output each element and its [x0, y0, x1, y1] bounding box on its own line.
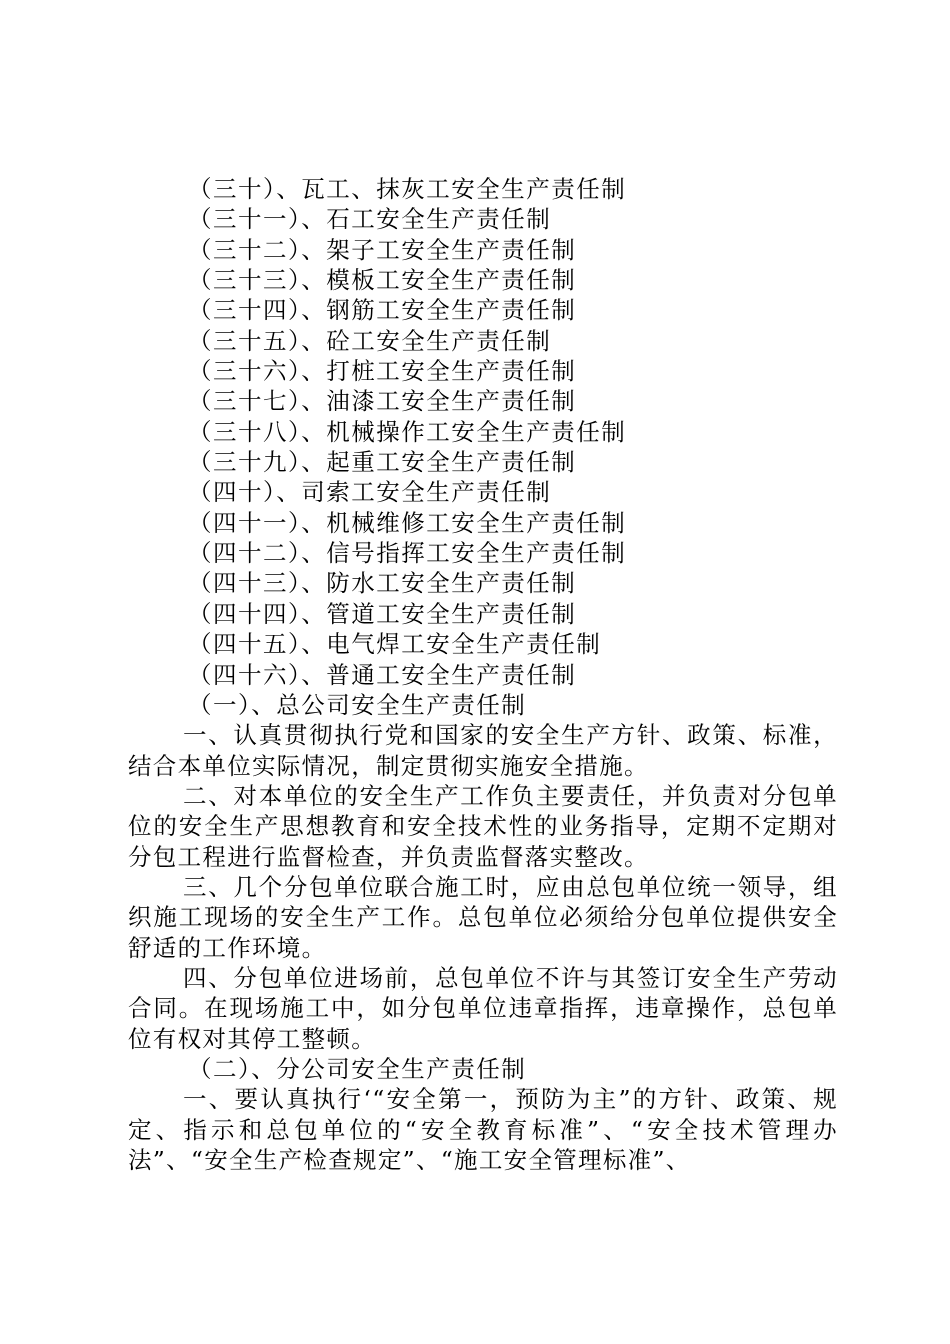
toc-item: （三十四）、钢筋工安全生产责任制: [188, 296, 577, 325]
section-branch-office: [128, 1054, 838, 1175]
section-heading: （二）、分公司安全生产责任制: [188, 1054, 527, 1083]
paragraph: 一、要认真执行‘“安全第一，预防为主”的方针、政策、规定、指示和总包单位的“安全教育标准”、“安全技术管理办法”、“安全生产检查规定”、“施工安全管理标准”、: [128, 1085, 838, 1174]
toc-item: （三十六）、打桩工安全生产责任制: [188, 357, 577, 386]
section-head-office: [128, 690, 838, 1054]
toc-item: （四十二）、信号指挥工安全生产责任制: [188, 539, 627, 568]
paragraph: 四、分包单位进场前，总包单位不许与其签订安全生产劳动合同。在现场施工中，如分包单位违章指挥，违章操作，总包单位有权对其停工整顿。: [128, 963, 838, 1053]
toc-item: （三十八）、机械操作工安全生产责任制: [188, 417, 627, 446]
toc-item: （三十五）、砼工安全生产责任制: [188, 326, 552, 355]
toc-item: （三十七）、油漆工安全生产责任制: [188, 387, 577, 416]
toc-item: （四十三）、防水工安全生产责任制: [188, 569, 577, 598]
toc-item: （三十九）、起重工安全生产责任制: [188, 448, 577, 477]
toc-list: [128, 174, 838, 690]
paragraph: 二、对本单位的安全生产工作负主要责任，并负责对分包单位的安全生产思想教育和安全技术性的业务指导，定期不定期对分包工程进行监督检查，并负责监督落实整改。: [128, 781, 838, 871]
toc-item: （四十五）、电气焊工安全生产责任制: [188, 630, 602, 659]
toc-item: （三十三）、模板工安全生产责任制: [188, 266, 577, 295]
toc-item: （四十一）、机械维修工安全生产责任制: [188, 508, 627, 537]
toc-item: （三十一）、石工安全生产责任制: [188, 205, 552, 234]
paragraph: 三、几个分包单位联合施工时，应由总包单位统一领导，组织施工现场的安全生产工作。总包单位必须给分包单位提供安全舒适的工作环境。: [128, 872, 838, 962]
toc-item: （三十二）、架子工安全生产责任制: [188, 235, 577, 264]
document-body: [128, 174, 838, 1175]
toc-item: （四十）、司索工安全生产责任制: [188, 478, 552, 507]
paragraph: 一、认真贯彻执行党和国家的安全生产方针、政策、标准，结合本单位实际情况，制定贯彻实施安全措施。: [128, 721, 838, 780]
toc-item: （四十六）、普通工安全生产责任制: [188, 660, 577, 689]
toc-item: （四十四）、管道工安全生产责任制: [188, 599, 577, 628]
section-heading: （一）、总公司安全生产责任制: [188, 690, 527, 719]
toc-item: （三十）、瓦工、抹灰工安全生产责任制: [188, 175, 627, 203]
